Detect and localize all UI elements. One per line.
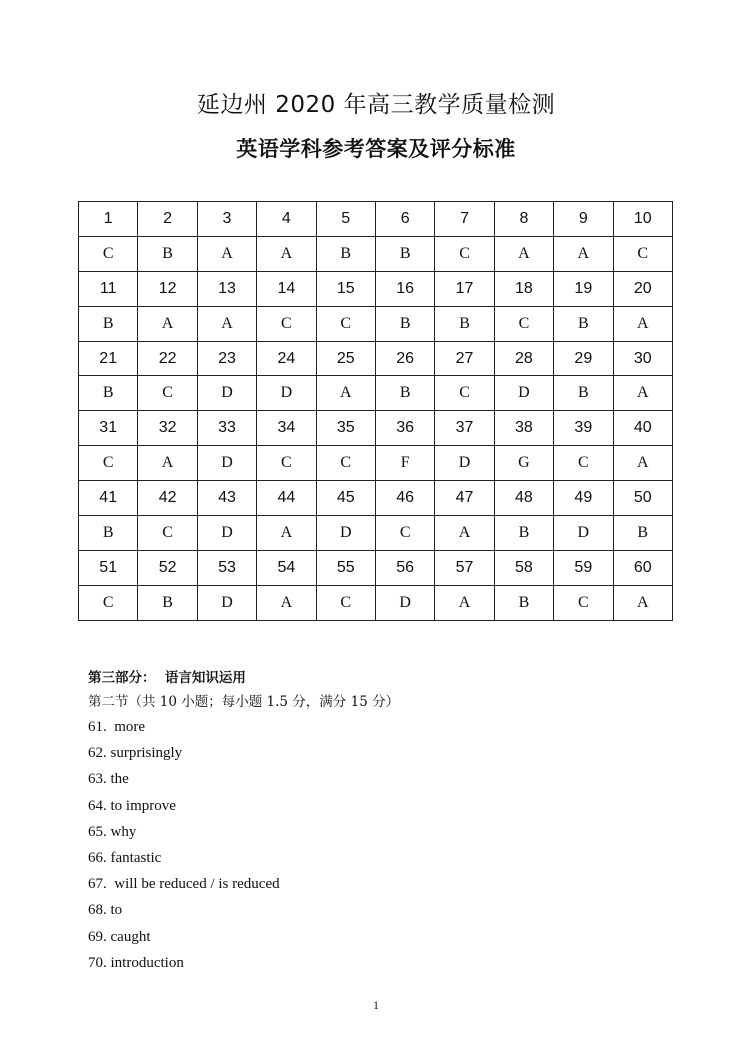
answer-cell: B [79, 516, 138, 551]
answer-cell: D [494, 376, 553, 411]
answer-cell: C [613, 236, 672, 271]
list-item: 65. why [88, 823, 137, 840]
section-heading: 第三部分： 语言知识运用 [88, 670, 246, 686]
answer-cell: B [79, 376, 138, 411]
answer-cell: B [613, 516, 672, 551]
question-number-cell: 25 [316, 341, 375, 376]
question-number-row [79, 202, 673, 237]
fill-in-answer-list [88, 719, 280, 981]
answer-row [79, 376, 673, 411]
answer-row [79, 446, 673, 481]
answer-cell: B [554, 376, 613, 411]
question-number-cell: 38 [494, 411, 553, 446]
question-number-cell: 52 [138, 550, 197, 585]
answer-cell: D [375, 585, 434, 620]
answer-cell: C [316, 585, 375, 620]
question-number-cell: 26 [375, 341, 434, 376]
question-number-cell: 55 [316, 550, 375, 585]
question-number-cell: 8 [494, 202, 553, 237]
question-number-row [79, 341, 673, 376]
answer-cell: A [197, 236, 256, 271]
question-number-cell: 43 [197, 481, 256, 516]
answer-cell: C [138, 516, 197, 551]
question-number-cell: 32 [138, 411, 197, 446]
answer-cell: B [79, 306, 138, 341]
question-number-cell: 49 [554, 481, 613, 516]
answer-cell: D [197, 376, 256, 411]
answer-cell: A [613, 446, 672, 481]
question-number-row [79, 550, 673, 585]
question-number-cell: 13 [197, 271, 256, 306]
question-number-cell: 23 [197, 341, 256, 376]
question-number-cell: 39 [554, 411, 613, 446]
question-number-cell: 7 [435, 202, 494, 237]
answer-cell: B [375, 306, 434, 341]
question-number-cell: 33 [197, 411, 256, 446]
question-number-cell: 6 [375, 202, 434, 237]
answer-cell: B [138, 236, 197, 271]
list-item: 67. will be reduced / is reduced [88, 876, 280, 893]
answer-cell: A [613, 306, 672, 341]
answer-cell: C [554, 446, 613, 481]
question-number-cell: 3 [197, 202, 256, 237]
question-number-cell: 41 [79, 481, 138, 516]
answer-cell: C [138, 376, 197, 411]
answer-cell: A [257, 516, 316, 551]
answer-cell: C [79, 585, 138, 620]
question-number-row [79, 271, 673, 306]
answer-cell: B [375, 236, 434, 271]
answer-cell: A [435, 585, 494, 620]
question-number-cell: 14 [257, 271, 316, 306]
list-item: 66. fantastic [88, 849, 162, 866]
answer-cell: A [197, 306, 256, 341]
question-number-cell: 9 [554, 202, 613, 237]
answer-cell: A [613, 585, 672, 620]
answer-cell: B [316, 236, 375, 271]
question-number-row [79, 411, 673, 446]
question-number-cell: 21 [79, 341, 138, 376]
answer-cell: C [435, 376, 494, 411]
question-number-cell: 27 [435, 341, 494, 376]
answer-cell: A [613, 376, 672, 411]
answer-key-table [78, 201, 673, 621]
question-number-cell: 19 [554, 271, 613, 306]
answer-cell: B [138, 585, 197, 620]
answer-cell: C [375, 516, 434, 551]
document-title: 延边州 2020 年高三教学质量检测 [196, 92, 556, 118]
question-number-cell: 11 [79, 271, 138, 306]
answer-cell: B [435, 306, 494, 341]
question-number-cell: 51 [79, 550, 138, 585]
question-number-cell: 44 [257, 481, 316, 516]
answer-cell: C [79, 446, 138, 481]
answer-cell: A [257, 236, 316, 271]
answer-cell: D [316, 516, 375, 551]
question-number-cell: 20 [613, 271, 672, 306]
question-number-cell: 17 [435, 271, 494, 306]
answer-cell: D [197, 446, 256, 481]
question-number-cell: 54 [257, 550, 316, 585]
answer-row [79, 516, 673, 551]
document-subtitle: 英语学科参考答案及评分标准 [236, 137, 516, 161]
answer-cell: D [197, 585, 256, 620]
answer-cell: C [79, 236, 138, 271]
answer-cell: C [494, 306, 553, 341]
answer-cell: A [316, 376, 375, 411]
question-number-cell: 47 [435, 481, 494, 516]
question-number-cell: 5 [316, 202, 375, 237]
question-number-row [79, 481, 673, 516]
question-number-cell: 29 [554, 341, 613, 376]
answer-cell: A [494, 236, 553, 271]
question-number-cell: 18 [494, 271, 553, 306]
answer-cell: A [138, 446, 197, 481]
list-item: 70. introduction [88, 954, 184, 971]
answer-cell: C [257, 306, 316, 341]
question-number-cell: 48 [494, 481, 553, 516]
list-item: 64. to improve [88, 797, 176, 814]
question-number-cell: 28 [494, 341, 553, 376]
question-number-cell: 59 [554, 550, 613, 585]
answer-cell: D [435, 446, 494, 481]
question-number-cell: 16 [375, 271, 434, 306]
answer-cell: A [554, 236, 613, 271]
list-item: 61. more [88, 719, 146, 735]
question-number-cell: 60 [613, 550, 672, 585]
answer-cell: B [494, 585, 553, 620]
question-number-cell: 46 [375, 481, 434, 516]
answer-row [79, 306, 673, 341]
answer-cell: B [494, 516, 553, 551]
question-number-cell: 56 [375, 550, 434, 585]
answer-cell: A [138, 306, 197, 341]
answer-cell: C [554, 585, 613, 620]
question-number-cell: 42 [138, 481, 197, 516]
question-number-cell: 45 [316, 481, 375, 516]
answer-cell: B [375, 376, 434, 411]
answer-cell: C [257, 446, 316, 481]
question-number-cell: 10 [613, 202, 672, 237]
question-number-cell: 30 [613, 341, 672, 376]
question-number-cell: 58 [494, 550, 553, 585]
question-number-cell: 2 [138, 202, 197, 237]
question-number-cell: 34 [257, 411, 316, 446]
list-item: 63. the [88, 771, 129, 788]
answer-cell: D [554, 516, 613, 551]
answer-cell: A [257, 585, 316, 620]
question-number-cell: 53 [197, 550, 256, 585]
list-item: 68. to [88, 902, 123, 919]
question-number-cell: 15 [316, 271, 375, 306]
question-number-cell: 37 [435, 411, 494, 446]
list-item: 69. caught [88, 928, 151, 945]
answer-cell: A [435, 516, 494, 551]
question-number-cell: 40 [613, 411, 672, 446]
answer-key-body [79, 202, 673, 621]
question-number-cell: 12 [138, 271, 197, 306]
answer-cell: G [494, 446, 553, 481]
section-subheading: 第二节（共 10 小题；每小题 1.5 分，满分 15 分） [88, 694, 400, 710]
question-number-cell: 22 [138, 341, 197, 376]
question-number-cell: 1 [79, 202, 138, 237]
answer-row [79, 236, 673, 271]
answer-cell: D [197, 516, 256, 551]
answer-row [79, 585, 673, 620]
answer-cell: D [257, 376, 316, 411]
answer-cell: F [375, 446, 434, 481]
list-item: 62. surprisingly [88, 745, 183, 762]
question-number-cell: 36 [375, 411, 434, 446]
question-number-cell: 4 [257, 202, 316, 237]
page-number: 1 [373, 998, 379, 1012]
question-number-cell: 57 [435, 550, 494, 585]
question-number-cell: 50 [613, 481, 672, 516]
answer-cell: C [316, 306, 375, 341]
answer-cell: B [554, 306, 613, 341]
question-number-cell: 24 [257, 341, 316, 376]
answer-cell: C [316, 446, 375, 481]
question-number-cell: 31 [79, 411, 138, 446]
answer-cell: C [435, 236, 494, 271]
question-number-cell: 35 [316, 411, 375, 446]
